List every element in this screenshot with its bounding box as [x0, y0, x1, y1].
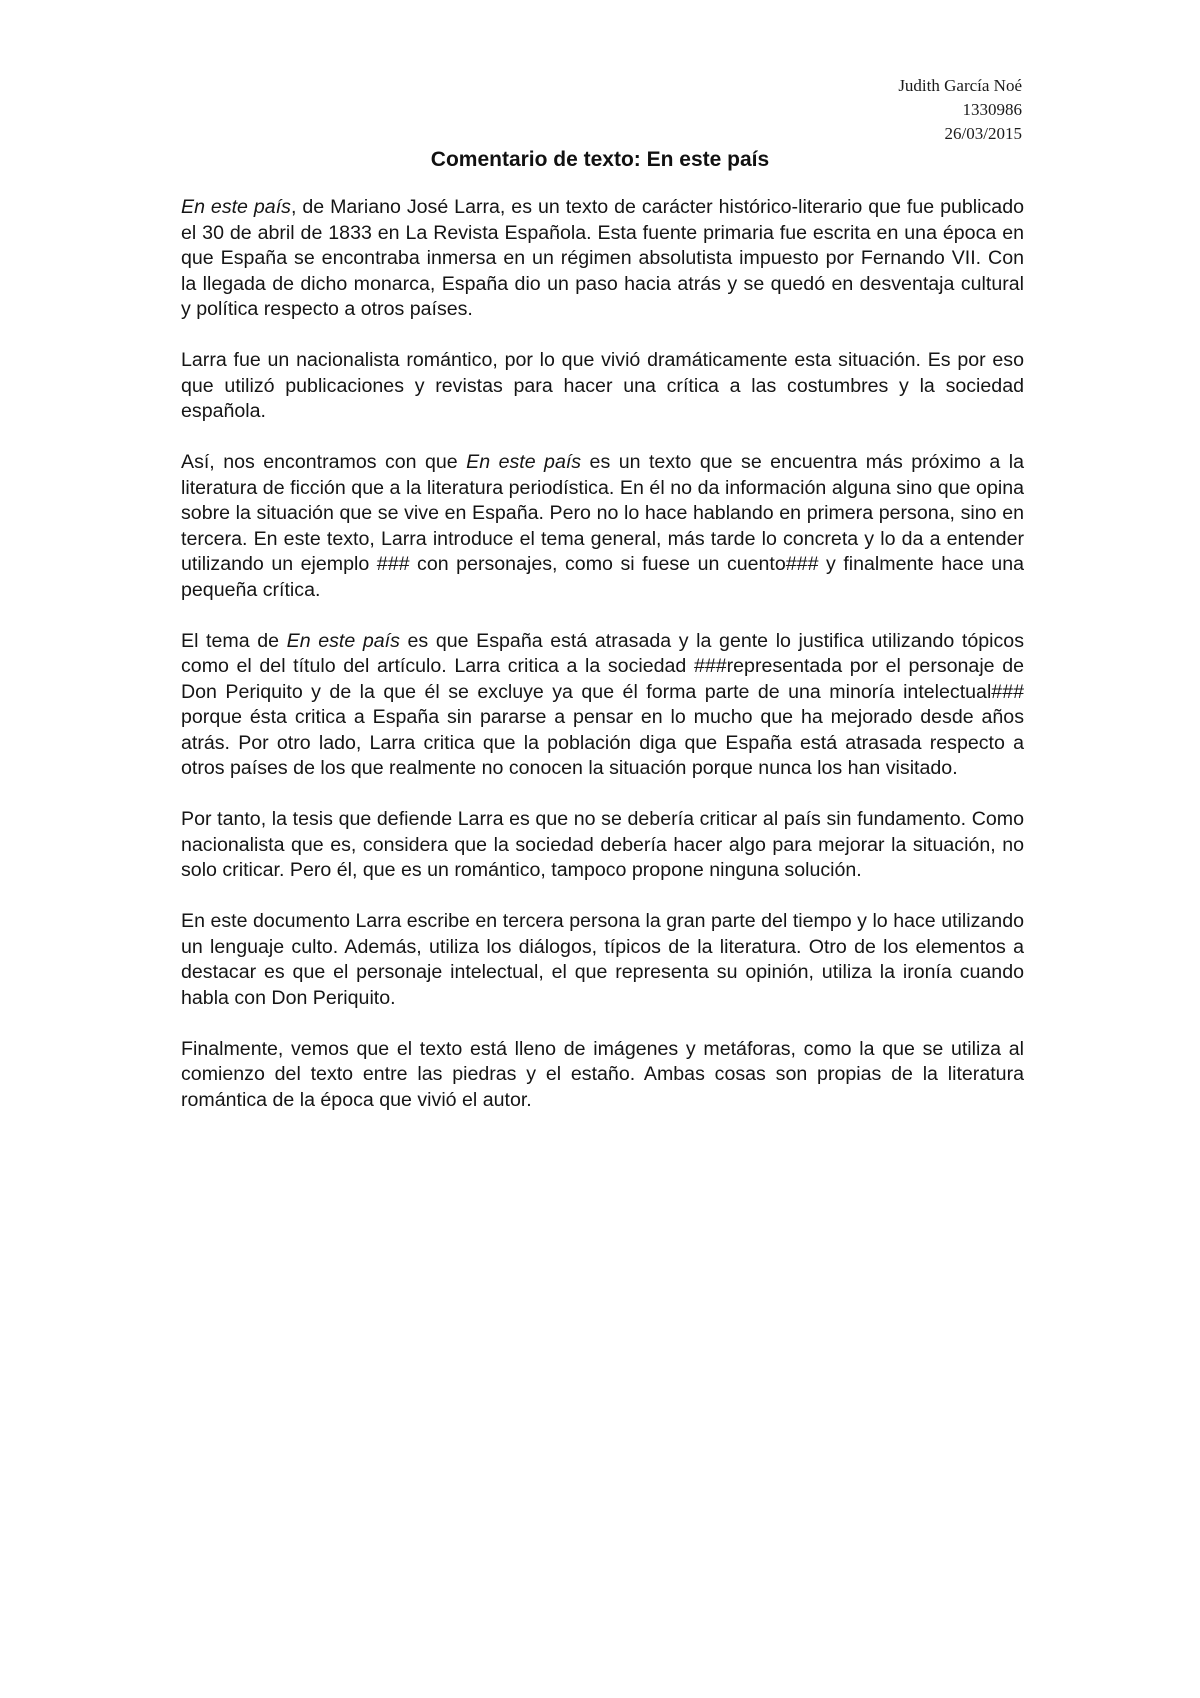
paragraph-4-before: El tema de — [181, 629, 287, 652]
author-name: Judith García Noé — [898, 76, 1022, 95]
paragraph-3-italic: En este país — [466, 451, 582, 473]
paragraph-7: Finalmente, vemos que el texto está lleno de imágenes y metáforas, como la que se utiliza al comienzo del texto entre las piedras y el estaño. Ambas cosas son propias de la literatura romántica de la época que vivió el autor. — [181, 1037, 1024, 1111]
paragraph-3-before: Así, nos encontramos con que — [181, 451, 467, 473]
paragraph-3-after: es un texto que se encuentra más próximo a la literatura de ficción que a la literatura periodística. En él no da información alguna sino que opina sobre la situación que se vive en España. Pero no lo hace hablando en primera persona, sino en tercera. En este texto, Larra introduce el tema general, más tarde lo concreta y lo da a entender utilizando un ejemplo ### con personajes, como si fuese un cuento### y finalmente hace una pequeña crítica. — [181, 451, 1024, 601]
header-block — [898, 74, 1022, 146]
document-date: 26/03/2015 — [944, 124, 1022, 143]
paragraph-4-italic: En este país — [286, 629, 400, 652]
paragraph-6: En este documento Larra escribe en tercera persona la gran parte del tiempo y lo hace utilizando un lenguaje culto. Además, utiliza los diálogos, típicos de la literatura. Otro de los elementos a destacar es que el personaje intelectual, el que representa su opinión, utiliza la ironía cuando habla con Don Periquito. — [181, 910, 1024, 1009]
paragraph-2: Larra fue un nacionalista romántico, por lo que vivió dramáticamente esta situación. Es por eso que utilizó publicaciones y revistas para hacer una crítica a las costumbres y la sociedad española. — [181, 349, 1024, 422]
paragraph-3 — [181, 450, 1024, 603]
student-id: 1330986 — [962, 100, 1022, 119]
paragraph-4 — [181, 629, 1024, 782]
document-title: Comentario de texto: En este país — [430, 148, 770, 171]
paragraph-4-after: es que España está atrasada y la gente lo justifica utilizando tópicos como el del título del artículo. Larra critica a la sociedad ###representada por el personaje de Don Periquito y de la que él se excluye ya que él forma parte de una minoría intelectual### porque ésta critica a España sin pararse a pensar en lo mucho que ha mejorado desde años atrás. Por otro lado, Larra critica que la población diga que España está atrasada respecto a otros países de los que realmente no conocen la situación porque nunca los han visitado. — [181, 629, 1024, 779]
paragraph-5: Por tanto, la tesis que defiende Larra es que no se debería criticar al país sin fundamento. Como nacionalista que es, considera que la sociedad debería hacer algo para mejorar la situación, no solo criticar. Pero él, que es un romántico, tampoco propone ninguna solución. — [181, 808, 1024, 881]
paragraph-1-text: , de Mariano José Larra, es un texto de carácter histórico-literario que fue publicado el 30 de abril de 1833 en La Revista Española. Esta fuente primaria fue escrita en una época en que España se encontraba inmersa en un régimen absolutista impuesto por Fernando VII. Con la llegada de dicho monarca, España dio un paso hacia atrás y se quedó en desventaja cultural y política respecto a otros países. — [181, 196, 1024, 320]
paragraph-1 — [181, 195, 1024, 323]
paragraph-1-italic: En este país — [181, 196, 291, 218]
document-body — [181, 195, 1024, 1139]
